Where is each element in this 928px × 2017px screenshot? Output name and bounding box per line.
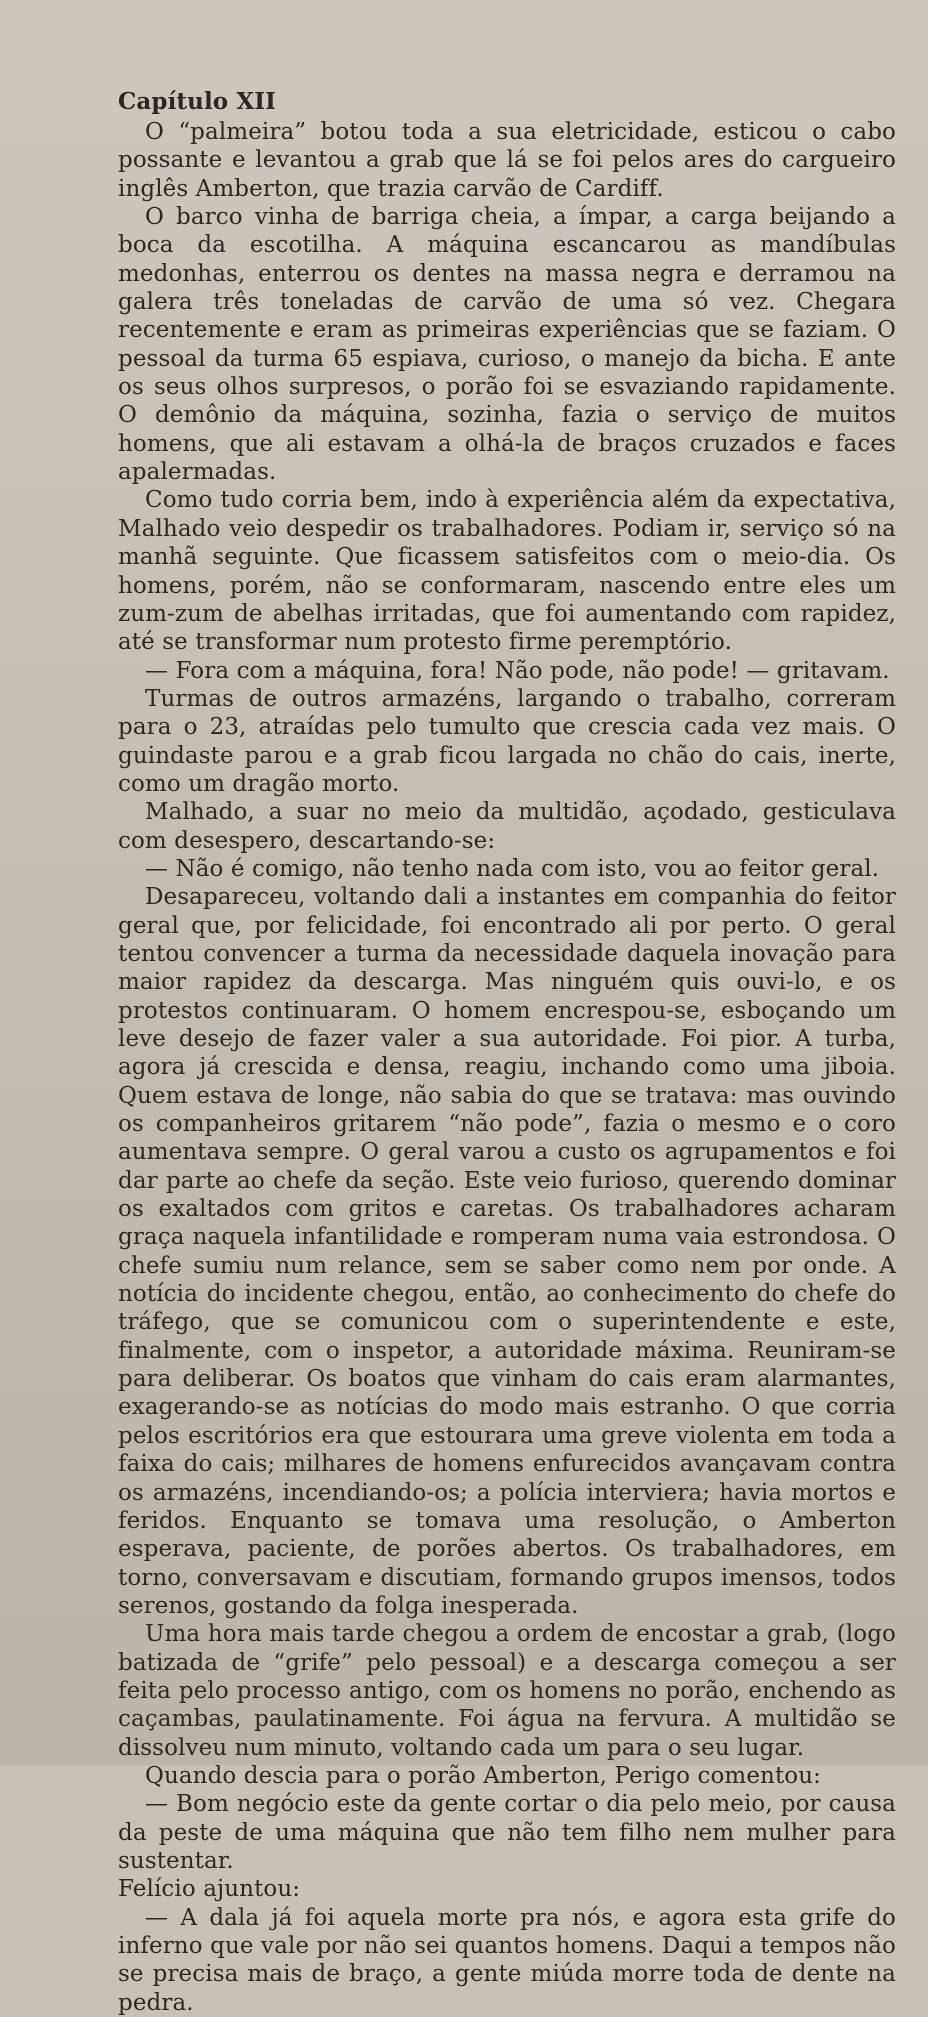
chapter-title: Capítulo XII bbox=[118, 88, 277, 115]
paragraph: Desapareceu, voltando dali a instantes em companhia do feitor geral que, por felicidade, foi encontrado ali por perto. O geral tentou convencer a turma da necessidade daquela inovação para maior rapidez da descarga. Mas ninguém quis ouvi-lo, e os protestos continuaram. O homem encrespou-se, esboçando um leve desejo de fazer valer a sua autoridade. Foi pior. A turba, agora já crescida e densa, reagiu, inchando como uma jiboia. Quem estava de longe, não sabia do que se tratava: mas ouvindo os companheiros gritarem “não pode”, fazia o mesmo e o coro aumentava sempre. O geral varou a custo os agrupamentos e foi dar parte ao chefe da seção. Este veio furioso, querendo dominar os exaltados com gritos e caretas. Os trabalhadores acharam graça naquela infantilidade e romperam numa vaia estrondosa. O chefe sumiu num relance, sem se saber como nem por onde. A notícia do incidente chegou, então, ao conhecimento do chefe do tráfego, que se comunicou com o superintendente e este, finalmente, com o inspetor, a autoridade máxima. Reuniram-se para deliberar. Os boatos que vinham do cais eram alarmantes, exagerando-se as notícias do modo mais estranho. O que corria pelos escritórios era que estourara uma greve violenta em toda a faixa do cais; milhares de homens enfurecidos avançavam contra os armazéns, incendiando-os; a polícia interviera; havia mortos e feridos. Enquanto se tomava uma resolução, o Amberton esperava, paciente, de porões abertos. Os trabalhadores, em torno, conversavam e discutiam, formando grupos imensos, todos serenos, gostando da folga inesperada. bbox=[118, 884, 896, 1619]
paragraph: O “palmeira” botou toda a sua eletricidade, esticou o cabo possante e levantou a grab que lá se foi pelos ares do cargueiro inglês Amberton, que trazia carvão de Cardiff. bbox=[118, 119, 896, 202]
paragraph: Malhado, a suar no meio da multidão, açodado, gesticulava com desespero, descartando-se: bbox=[118, 799, 896, 854]
paragraph: — Fora com a máquina, fora! Não pode, não pode! — gritavam. bbox=[145, 657, 890, 684]
paragraph: Como tudo corria bem, indo à experiência além da expectativa, Malhado veio despedir os trabalhadores. Podiam ir, serviço só na manhã seguinte. Que ficassem satisfeitos com o meio-dia. Os homens, porém, não se conformaram, nascendo entre eles um zum-zum de abelhas irritadas, que foi aumentando com rapidez, até se transformar num protesto firme peremptório. bbox=[118, 487, 896, 656]
paragraph: — A dala já foi aquela morte pra nós, e agora esta grife do inferno que vale por não sei quantos homens. Daqui a tempos não se precisa mais de braço, a gente miúda morre toda de dente na pedra. bbox=[118, 1904, 896, 2016]
paragraph: Uma hora mais tarde chegou a ordem de encostar a grab, (logo batizada de “grife” pelo pessoal) e a descarga começou a ser feita pelo processo antigo, com os homens no porão, enchendo as caçambas, paulatinamente. Foi água na fervura. A multidão se dissolveu num minuto, voltando cada um para o seu lugar. bbox=[118, 1621, 896, 1761]
page-text bbox=[118, 88, 896, 2017]
paragraph: O barco vinha de barriga cheia, a ímpar, a carga beijando a boca da escotilha. A máquina escancarou as mandíbulas medonhas, enterrou os dentes na massa negra e derramou na galera três toneladas de carvão de uma só vez. Chegara recentemente e eram as primeiras experiências que se faziam. O pessoal da turma 65 espiava, curioso, o manejo da bicha. E ante os seus olhos surpresos, o porão foi se esvaziando rapidamente. O demônio da máquina, sozinha, fazia o serviço de muitos homens, que ali estavam a olhá-la de braços cruzados e faces apalermadas. bbox=[118, 204, 896, 486]
paragraph: Felício ajuntou: bbox=[118, 1876, 301, 1903]
paragraph: Turmas de outros armazéns, largando o trabalho, correram para o 23, atraídas pelo tumulto que crescia cada vez mais. O guindaste parou e a grab ficou largada no chão do cais, inerte, como um dragão morto. bbox=[118, 685, 896, 797]
paragraph: — Bom negócio este da gente cortar o dia pelo meio, por causa da peste de uma máquina que não tem filho nem mulher para sustentar. bbox=[118, 1791, 896, 1874]
paragraph: — Não é comigo, não tenho nada com isto, vou ao feitor geral. bbox=[145, 855, 880, 882]
paragraph: Quando descia para o porão Amberton, Perigo comentou: bbox=[145, 1762, 821, 1789]
